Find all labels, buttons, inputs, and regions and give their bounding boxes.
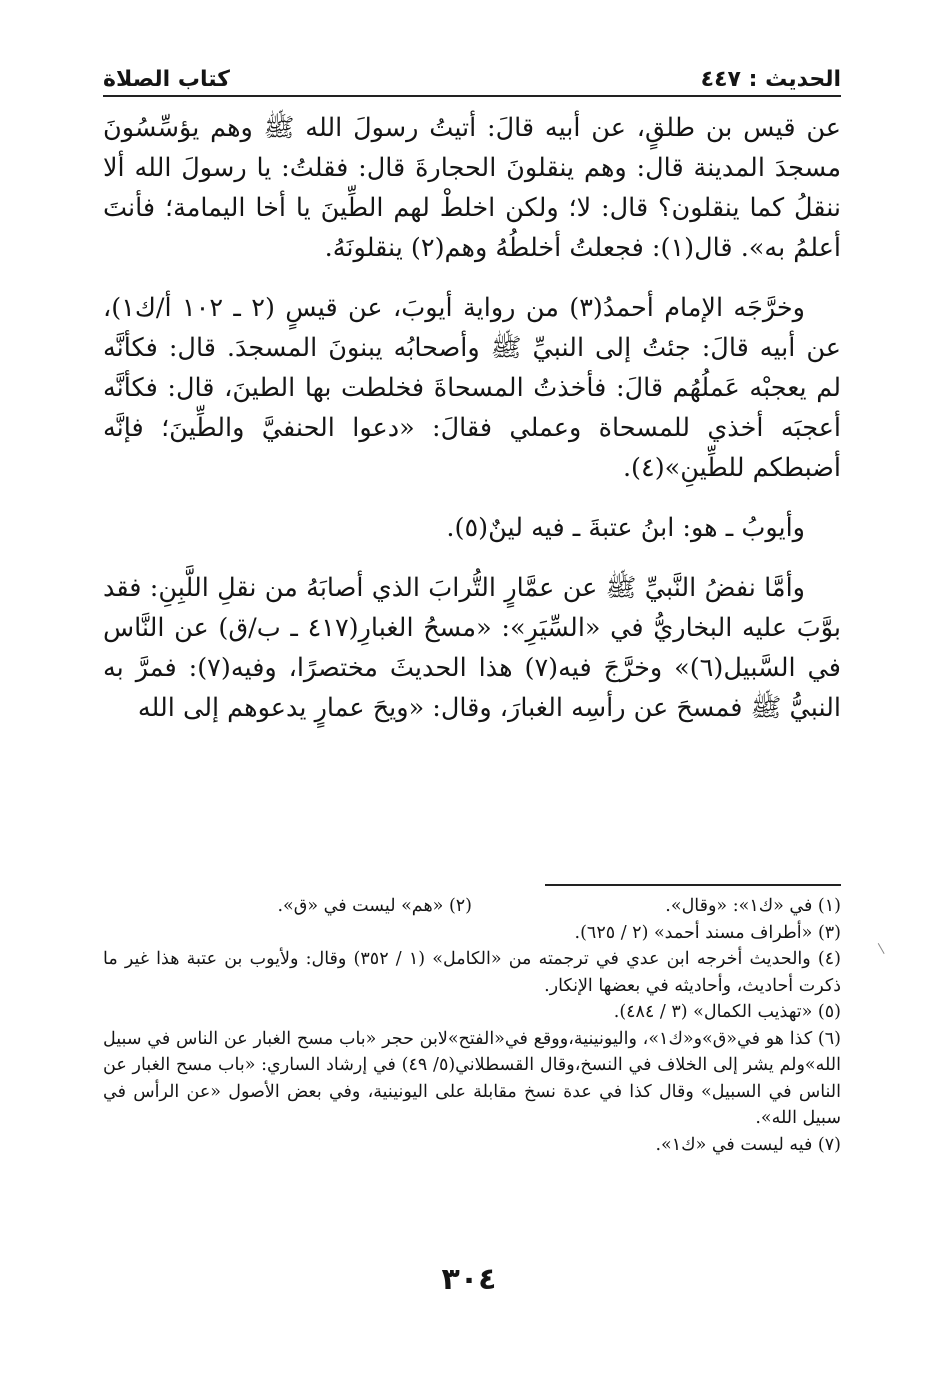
footnote: (٤) والحديث أخرجه ابن عدي في ترجمته من «الكامل» (١ / ٣٥٢) وقال: ولأيوب بن عتبة هذا غير ما ذكرت أحاديث، وأحاديثه في بعضها الإنكار. xyxy=(103,949,841,996)
page-number: ٣٠٤ xyxy=(441,1262,497,1297)
paragraph: وأيوبُ ـ هو: ابنُ عتبةَ ـ فيه لينٌ(٥). xyxy=(446,513,805,543)
footnote-row xyxy=(103,893,841,920)
running-header xyxy=(103,58,841,92)
footnote: (٧) فيه ليست في «ك١». xyxy=(655,1134,841,1155)
header-divider xyxy=(103,95,841,97)
paragraph: عن قيس بن طلقٍ، عن أبيه قالَ: أتيتُ رسولَ الله ﷺ وهم يؤسِّسُونَ مسجدَ المدينة قال: وهم ينقلونَ الحجارةَ قال: فقلتُ: يا رسولَ الله ألا ننقلُ كما ينقلون؟ قال: لا؛ ولكن اخلطْ لهم الطِّينَ يا أخا اليمامة؛ فأنتَ أعلمُ به». قال(١): فجعلتُ أخلطُهُ وهم(٢) ينقلونَهُ. xyxy=(103,113,841,263)
footnotes xyxy=(103,893,841,1158)
margin-pen-mark xyxy=(878,938,894,954)
paragraph: وخرَّجَه الإمام أحمدُ(٣) من رواية أيوبَ، عن قيسٍ (٢ ـ ١٠٢ أ/ك١)، عن أبيه قالَ: جئتُ إلى النبيِّ ﷺ وأصحابُه يبنونَ المسجدَ. قال: فكأنَّه لم يعجبْه عَملُهُم قالَ: فأخذتُ المسحاةَ فخلطت بها الطينَ، قال: فكأنَّه أعجبَه أخذي للمسحاة وعملي فقالَ: «دعوا الحنفيَّ والطِّينَ؛ فإنَّه أضبطكم للطِّينِ»(٤). xyxy=(103,293,841,483)
hadith-number-title: الحديث : ٤٤٧ xyxy=(700,67,841,92)
paragraph: وأمَّا نفضُ النَّبيِّ ﷺ عن عمَّارٍ التُّرابَ الذي أصابَهُ من نقلِ اللَّبِنِ: فقد بوَّبَ عليه البخاريُّ في «السِّيَرِ»: «مسحُ الغبارِ(٤١٧ ـ ب/ق) عن النَّاس في السَّبيل(٦)» وخرَّجَ فيه(٧) هذا الحديثَ مختصرًا، وفيه(٧): فمرَّ به النبيُّ ﷺ فمسحَ عن رأسِه الغبارَ، وقال: «ويحَ عمارٍ يدعوهم إلى الله xyxy=(103,573,841,723)
footnote-divider xyxy=(545,884,841,886)
footnote: (٦) كذا هو في«ق»و«ك١»، واليونينية،ووقع في«الفتح»لابن حجر «باب مسح الغبار عن الناس في سبيل الله»ولم يشر إلى الخلاف في النسخ،وقال القسطلاني(٥/ ٤٩) في إرشاد الساري: «باب مسح الغبار عن الناس في السبيل» وقال كذا في عدة نسخ مقابلة على اليونينية، وفي بعض الأصول «عن الرأس في سبيل الله». xyxy=(103,1028,841,1128)
footnote: (٥) «تهذيب الكمال» (٣ / ٤٨٤). xyxy=(613,1002,841,1022)
footnote: (٢) «هم» ليست في «ق». xyxy=(277,896,472,916)
footnote: (١) في «ك١»: «وقال». xyxy=(665,896,841,916)
chapter-title: كتاب الصلاة xyxy=(103,67,230,92)
main-text xyxy=(103,108,841,748)
footnote: (٣) «أطراف مسند أحمد» (٢ / ٦٢٥). xyxy=(574,922,841,943)
